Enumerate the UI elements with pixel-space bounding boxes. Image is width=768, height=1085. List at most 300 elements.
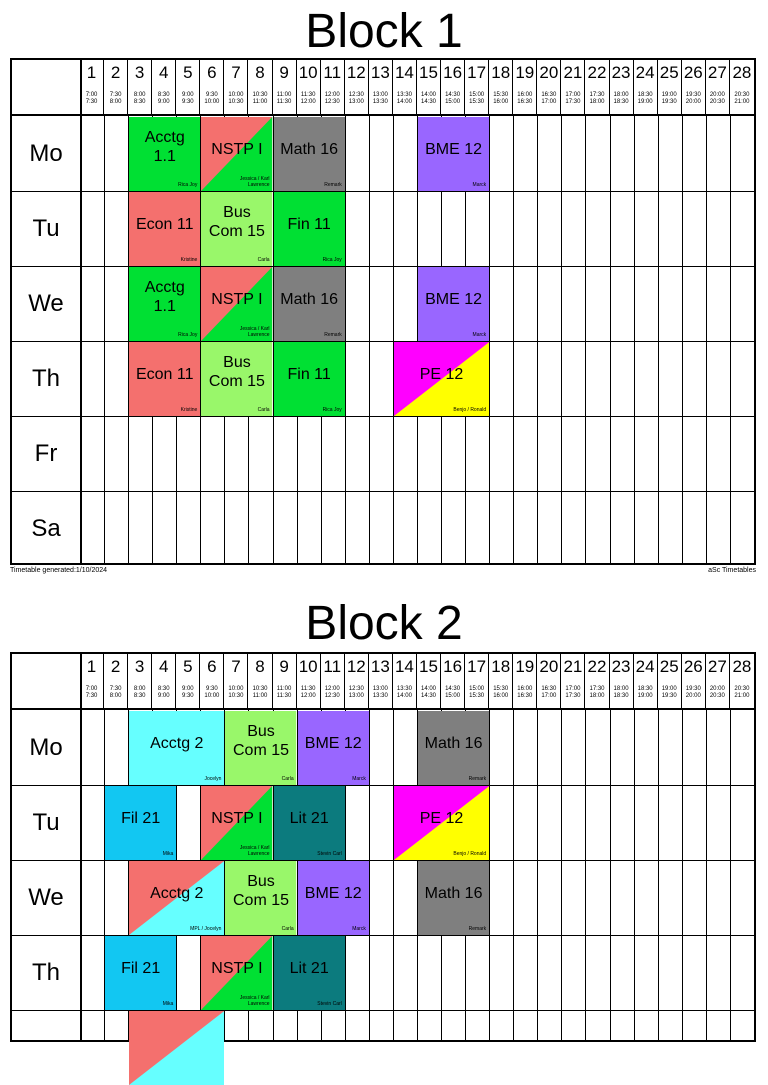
period-number: 10 — [298, 657, 318, 676]
lesson-card[interactable] — [201, 342, 272, 416]
lesson-subject — [394, 365, 489, 384]
lesson-teacher — [323, 257, 342, 263]
slot-divider — [393, 114, 394, 563]
period-end: 12:30 — [324, 693, 340, 699]
period-end: 12:30 — [324, 99, 340, 105]
period-header — [537, 654, 561, 708]
slot-divider — [537, 708, 538, 1040]
period-time — [393, 686, 416, 700]
period-header — [537, 60, 561, 114]
slot-divider — [489, 708, 490, 1040]
period-end: 15:30 — [469, 693, 485, 699]
row-divider — [12, 1010, 754, 1011]
lesson-card[interactable] — [201, 267, 272, 341]
period-number: 16 — [443, 657, 463, 676]
period-start: 18:30 — [637, 92, 653, 98]
lesson-subject — [394, 809, 489, 828]
period-number: 21 — [563, 63, 583, 82]
lesson-card[interactable] — [201, 192, 272, 266]
lesson-card[interactable] — [129, 1011, 224, 1085]
lesson-card[interactable] — [274, 267, 345, 341]
period-start: 12:00 — [324, 686, 340, 692]
lesson-teacher-line: Rica Joy — [178, 182, 198, 188]
period-header — [706, 60, 730, 114]
lesson-card[interactable] — [129, 711, 224, 785]
period-time — [80, 92, 103, 106]
period-start: 16:30 — [541, 686, 557, 692]
period-header — [610, 654, 634, 708]
lesson-subject — [105, 959, 176, 978]
period-start: 14:00 — [420, 686, 436, 692]
slot-divider — [513, 114, 514, 563]
lesson-subject-line: Fil 21 — [121, 960, 161, 977]
period-time — [224, 686, 247, 700]
lesson-subject-line: NSTP I — [211, 141, 263, 158]
period-end: 8:00 — [109, 99, 122, 105]
lesson-teacher-line: Carla — [257, 407, 270, 413]
lesson-teacher — [469, 926, 487, 932]
period-header — [345, 60, 369, 114]
lesson-subject-line: 1.1 — [153, 298, 176, 315]
lesson-teacher-line: Marck — [352, 926, 366, 932]
lesson-subject-line: PE 12 — [419, 366, 464, 383]
period-end: 16:30 — [517, 693, 533, 699]
lesson-card[interactable] — [201, 936, 272, 1010]
day-label: Th — [31, 365, 60, 392]
lesson-subject — [129, 365, 200, 384]
period-end: 17:00 — [541, 99, 557, 105]
period-end: 20:00 — [685, 99, 701, 105]
period-header — [561, 654, 585, 708]
lesson-subject — [274, 365, 345, 384]
lesson-teacher-line: Kristine — [180, 407, 198, 413]
period-header — [224, 654, 248, 708]
period-number: 3 — [134, 657, 145, 676]
period-time — [489, 686, 512, 700]
day-label: Fr — [34, 440, 58, 467]
lesson-subject-line: Bus — [223, 204, 251, 221]
lesson-subject-line: NSTP I — [211, 291, 263, 308]
period-number: 27 — [707, 657, 727, 676]
period-header — [682, 654, 706, 708]
period-number: 4 — [159, 657, 169, 676]
period-number: 4 — [159, 63, 169, 82]
period-end: 8:30 — [133, 99, 146, 105]
period-start: 16:00 — [517, 686, 533, 692]
period-number: 20 — [539, 657, 559, 676]
period-start: 9:00 — [181, 686, 194, 692]
lesson-teacher-line: Carla — [257, 257, 270, 263]
slot-divider — [537, 114, 538, 563]
period-time — [465, 92, 488, 106]
lesson-subject — [274, 215, 345, 234]
lesson-subject — [298, 734, 369, 753]
period-start: 13:30 — [396, 686, 412, 692]
period-header — [369, 654, 393, 708]
period-header — [128, 654, 152, 708]
header-divider — [12, 708, 754, 710]
period-end: 8:00 — [109, 693, 122, 699]
period-end: 19:00 — [637, 693, 653, 699]
lesson-teacher — [181, 407, 198, 413]
lesson-teacher — [323, 407, 342, 413]
lesson-card[interactable] — [418, 117, 489, 191]
period-time — [585, 686, 608, 700]
period-header — [441, 60, 465, 114]
period-number: 8 — [255, 657, 265, 676]
lesson-teacher-line: Carla — [281, 926, 294, 932]
lesson-card[interactable] — [394, 342, 489, 416]
lesson-card[interactable] — [105, 936, 176, 1010]
lesson-card[interactable] — [394, 786, 489, 860]
lesson-teacher-line: Lawrence — [247, 182, 270, 188]
period-header — [104, 654, 128, 708]
period-end: 11:00 — [252, 693, 268, 699]
period-number: 13 — [370, 63, 390, 82]
lesson-teacher — [352, 926, 366, 932]
period-header — [200, 60, 224, 114]
slot-divider — [104, 114, 105, 563]
period-number: 28 — [732, 657, 752, 676]
lesson-teacher — [324, 332, 342, 338]
period-time — [585, 92, 608, 106]
period-time — [104, 686, 127, 700]
lesson-teacher — [317, 851, 341, 857]
slot-divider — [730, 114, 731, 563]
lesson-card[interactable] — [129, 267, 200, 341]
lesson-subject — [201, 959, 272, 978]
lesson-subject-line: Acctg 2 — [150, 735, 204, 752]
day-label: We — [28, 884, 64, 911]
lesson-teacher — [282, 926, 294, 932]
period-time — [104, 92, 127, 106]
period-time — [321, 92, 344, 106]
slot-divider — [706, 708, 707, 1040]
lesson-teacher — [240, 326, 270, 338]
lesson-subject-line: Fin 11 — [287, 216, 331, 233]
lesson-subject — [201, 203, 272, 241]
lesson-teacher-line: Mika — [162, 851, 174, 857]
lesson-card[interactable] — [129, 117, 200, 191]
period-start: 9:30 — [206, 686, 218, 692]
period-header — [585, 654, 609, 708]
lesson-subject-line: Math 16 — [280, 141, 339, 158]
timetable-grid — [10, 58, 756, 565]
period-start: 18:30 — [637, 686, 653, 692]
lesson-teacher-line: Jessica / Karl — [239, 845, 270, 851]
period-end: 18:30 — [613, 693, 629, 699]
slot-divider — [658, 708, 659, 1040]
lesson-subject-line: Fil 21 — [121, 810, 161, 827]
period-time — [513, 92, 536, 106]
period-header — [369, 60, 393, 114]
period-header — [489, 60, 513, 114]
lesson-subject-line: Econ 11 — [135, 366, 194, 383]
lesson-card[interactable] — [274, 192, 345, 266]
period-end: 10:00 — [204, 99, 220, 105]
lesson-subject-line: Bus — [223, 354, 251, 371]
lesson-teacher — [317, 1001, 341, 1007]
timetable-grid — [10, 652, 756, 1042]
day-column-divider — [80, 60, 82, 563]
period-start: 15:00 — [469, 686, 485, 692]
lesson-subject — [418, 140, 489, 159]
slot-divider — [513, 708, 514, 1040]
period-time — [658, 686, 681, 700]
period-start: 10:00 — [228, 686, 244, 692]
period-number: 1 — [86, 63, 97, 82]
period-end: 16:00 — [493, 693, 509, 699]
lesson-teacher-line: Jocelyn — [204, 776, 222, 782]
period-header — [80, 654, 104, 708]
generated-date: Timetable generated:1/10/2024 — [10, 567, 108, 574]
period-time — [369, 92, 392, 106]
period-number: 11 — [323, 657, 342, 676]
period-time — [441, 686, 464, 700]
lesson-teacher-line: Remark — [468, 926, 487, 932]
lesson-teacher — [352, 776, 366, 782]
period-number: 6 — [207, 657, 217, 676]
lesson-card[interactable] — [129, 192, 200, 266]
lesson-subject-line: Math 16 — [280, 291, 339, 308]
lesson-subject — [129, 128, 200, 166]
slot-divider — [489, 114, 490, 563]
period-end: 10:30 — [228, 99, 244, 105]
lesson-teacher-line: Carla — [281, 776, 294, 782]
period-header — [682, 60, 706, 114]
lesson-teacher-line: Rica Joy — [322, 257, 342, 263]
lesson-subject — [201, 140, 272, 159]
period-end: 11:30 — [276, 99, 292, 105]
period-number: 12 — [346, 63, 366, 82]
period-header — [465, 60, 489, 114]
period-start: 19:30 — [685, 92, 701, 98]
slot-divider — [730, 708, 731, 1040]
lesson-card[interactable] — [225, 711, 296, 785]
period-end: 21:00 — [734, 693, 750, 699]
lesson-card[interactable] — [201, 786, 272, 860]
period-header — [730, 654, 754, 708]
period-number: 19 — [515, 63, 535, 82]
period-start: 17:00 — [565, 92, 581, 98]
lesson-card[interactable] — [418, 861, 489, 935]
lesson-card[interactable] — [129, 861, 224, 935]
period-end: 14:00 — [396, 693, 412, 699]
lesson-subject — [225, 722, 296, 760]
lesson-teacher-line: Benjo / Ronald — [453, 407, 487, 413]
period-number: 21 — [563, 657, 583, 676]
lesson-subject-line: PE 12 — [419, 810, 464, 827]
period-header — [152, 60, 176, 114]
lesson-teacher-line: Rica Joy — [178, 332, 198, 338]
period-start: 14:30 — [445, 92, 461, 98]
lesson-subject-line: Math 16 — [424, 735, 483, 752]
period-number: 18 — [491, 63, 511, 82]
period-time — [610, 686, 633, 700]
period-end: 15:00 — [445, 693, 461, 699]
period-number: 20 — [539, 63, 559, 82]
period-start: 14:30 — [445, 686, 461, 692]
lesson-teacher — [240, 995, 270, 1007]
day-label: Mo — [29, 140, 63, 167]
period-time — [489, 92, 512, 106]
period-start: 18:00 — [613, 686, 629, 692]
period-time — [706, 92, 729, 106]
period-number: 14 — [394, 657, 414, 676]
lesson-subject-line: 1.1 — [153, 148, 176, 165]
lesson-card[interactable] — [225, 861, 296, 935]
period-time — [152, 92, 175, 106]
slot-divider — [682, 114, 683, 563]
period-header — [585, 60, 609, 114]
period-number: 3 — [134, 63, 145, 82]
period-end: 7:30 — [85, 693, 98, 699]
lesson-card[interactable] — [274, 117, 345, 191]
period-time — [248, 92, 271, 106]
block-title: Block 1 — [305, 5, 463, 58]
period-number: 15 — [419, 63, 438, 82]
slot-divider — [682, 708, 683, 1040]
period-time — [248, 686, 271, 700]
lesson-card[interactable] — [201, 117, 272, 191]
period-time — [176, 686, 199, 700]
lesson-teacher-line: Stevin Carl — [317, 851, 342, 857]
period-header — [441, 654, 465, 708]
lesson-teacher — [240, 176, 270, 188]
period-end: 20:30 — [709, 693, 725, 699]
period-header — [176, 654, 200, 708]
period-header — [417, 60, 441, 114]
period-header — [610, 60, 634, 114]
period-header — [561, 60, 585, 114]
lesson-subject-line: BME 12 — [304, 885, 362, 902]
lesson-teacher — [469, 776, 487, 782]
period-time — [658, 92, 681, 106]
period-end: 8:30 — [133, 693, 146, 699]
lesson-color-fill — [129, 1011, 224, 1085]
lesson-card[interactable] — [418, 711, 489, 785]
lesson-subject — [105, 809, 176, 828]
period-number: 14 — [394, 63, 414, 82]
period-header — [634, 654, 658, 708]
period-header — [152, 654, 176, 708]
period-end: 19:00 — [637, 99, 653, 105]
lesson-subject — [129, 215, 200, 234]
lesson-subject — [274, 290, 345, 309]
period-start: 13:00 — [372, 92, 388, 98]
period-start: 15:00 — [469, 92, 485, 98]
lesson-subject-line: NSTP I — [211, 960, 263, 977]
lesson-subject — [225, 872, 296, 910]
lesson-card[interactable] — [274, 342, 345, 416]
lesson-teacher — [282, 776, 294, 782]
row-divider — [12, 860, 754, 861]
period-end: 19:30 — [661, 99, 677, 105]
period-end: 20:30 — [709, 99, 725, 105]
row-divider — [12, 341, 754, 342]
period-end: 20:00 — [685, 693, 701, 699]
period-number: 19 — [515, 657, 535, 676]
period-time — [465, 686, 488, 700]
lesson-teacher-line: Mika — [162, 1001, 174, 1007]
lesson-card[interactable] — [129, 342, 200, 416]
period-number: 5 — [183, 657, 193, 676]
period-number: 28 — [732, 63, 752, 82]
period-end: 15:30 — [469, 99, 485, 105]
period-time — [321, 686, 344, 700]
period-start: 17:00 — [565, 686, 581, 692]
period-end: 17:30 — [565, 99, 581, 105]
lesson-card[interactable] — [274, 786, 345, 860]
lesson-card[interactable] — [274, 936, 345, 1010]
lesson-teacher-line: Rica Joy — [322, 407, 342, 413]
lesson-card[interactable] — [105, 786, 176, 860]
period-header — [200, 654, 224, 708]
period-number: 23 — [611, 63, 631, 82]
period-time — [345, 686, 368, 700]
period-start: 20:30 — [734, 92, 750, 98]
period-header — [321, 60, 345, 114]
period-time — [393, 92, 416, 106]
period-number: 8 — [255, 63, 265, 82]
period-end: 10:30 — [228, 693, 244, 699]
lesson-card[interactable] — [418, 267, 489, 341]
period-start: 16:00 — [517, 92, 533, 98]
period-header — [224, 60, 248, 114]
lesson-teacher — [258, 257, 270, 263]
period-time — [345, 92, 368, 106]
period-time — [730, 686, 754, 700]
lesson-card[interactable] — [298, 861, 369, 935]
period-time — [273, 92, 296, 106]
period-time — [224, 92, 247, 106]
period-header — [393, 60, 417, 114]
period-start: 12:30 — [348, 92, 364, 98]
lesson-subject-line: BME 12 — [425, 291, 483, 308]
period-header — [489, 654, 513, 708]
period-start: 7:00 — [85, 686, 98, 692]
period-start: 10:30 — [252, 686, 268, 692]
lesson-teacher — [324, 182, 342, 188]
lesson-subject-line: Econ 11 — [135, 216, 194, 233]
period-time — [441, 92, 464, 106]
period-end: 7:30 — [85, 99, 98, 105]
period-end: 14:30 — [420, 693, 436, 699]
period-end: 10:00 — [204, 693, 220, 699]
period-header — [321, 654, 345, 708]
row-divider — [12, 191, 754, 192]
period-time — [682, 92, 705, 106]
period-start: 16:30 — [541, 92, 557, 98]
period-time — [128, 92, 151, 106]
slot-divider — [369, 708, 370, 1040]
day-label: Tu — [32, 215, 60, 242]
period-start: 7:00 — [85, 92, 98, 98]
period-number: 23 — [611, 657, 631, 676]
slot-divider — [634, 114, 635, 563]
period-end: 11:00 — [252, 99, 268, 105]
period-header — [297, 60, 321, 114]
period-end: 18:00 — [589, 693, 605, 699]
period-start: 11:30 — [300, 92, 316, 98]
period-time — [152, 686, 175, 700]
period-time — [537, 92, 560, 106]
period-header — [273, 654, 297, 708]
lesson-card[interactable] — [298, 711, 369, 785]
lesson-subject — [274, 959, 345, 978]
period-number: 2 — [110, 657, 121, 676]
period-start: 9:30 — [206, 92, 218, 98]
